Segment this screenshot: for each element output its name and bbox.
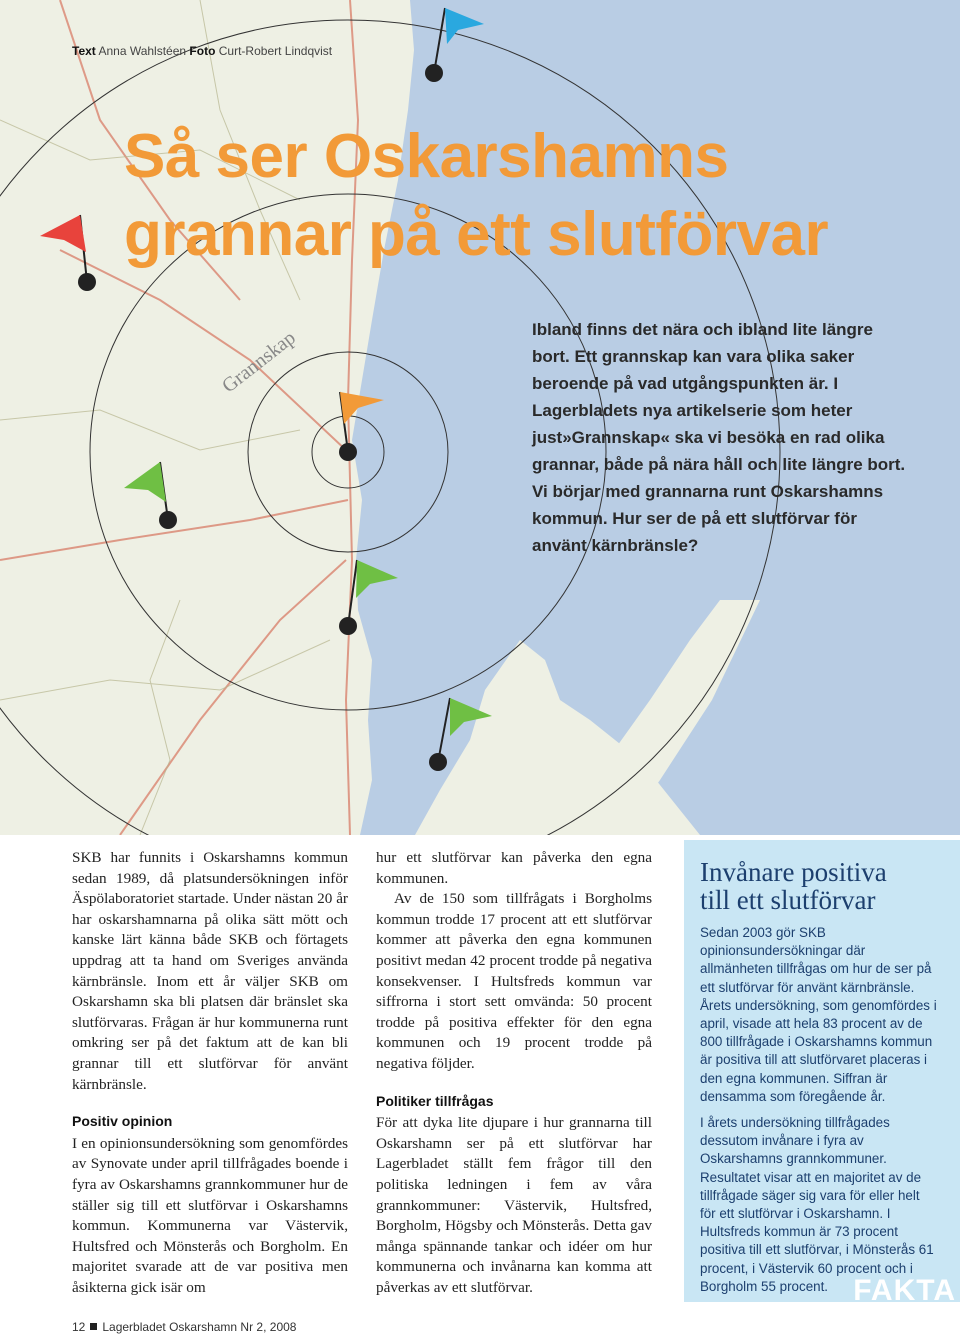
col2-paragraph-2: Av de 150 som tillfrågats i Borgholms kommun trodde 17 procent att ett slutförvar kommer att påverka den egna kommunen positivt medan 42 procent trodde på negativa konsekvenser. I Hultsfreds kommun var siffrorna i stort sett omvända: 50 procent trodde på positiva effekter för den egna kommunen och 19 procent trodde på negativa följder. [376,890,652,1072]
fakta-paragraph-1: Sedan 2003 gör SKB opinionsundersökningar där allmänheten tillfrågas om hur de ser på ett slutförvar för använt kärnbränsle. Årets undersökning, som genomfördes i april, visade att hela 83 procent av de 800 tillfrågade i Oskarshamns kommun är positiva till att slutförvaret placeras i den egna kommunen. Siffran är densamma som föregående år. [700,925,937,1104]
fakta-box [684,840,960,1302]
col2-paragraph-1: hur ett slutförvar kan påverka den egna kommunen. [376,849,652,887]
col1-paragraph-2: I en opinionsundersökning som genomfördes av Synovate under april tillfrågades boende i fyra av Oskarshamns grannkommuner hur de ställer sig till ett slutförvar i Oskarshamns kommun. Kommunerna var Västervik, Hultsfred och Mönsterås och Borgholm. En majoritet svarade att de var positiva men åsikterna gick isär om [72,1134,348,1296]
fakta-title-line1: Invånare positiva [700,857,887,887]
col1-paragraph-1: SKB har funnits i Oskarshamns kommun sedan 1989, då platsundersökningen inför Äspölaboratoriet startade. Under nästan 20 år har oskarshamnarna på olika sätt mött och kanske lärt känna både SKB och förtagets uppdrag att ta hand om Sveriges använda kärnbränsle. Inom ett år väljer SKB om Oskarshamn ska bli platsen där bränslet ska slutförvaras. Frågan är hur kommunerna runt omkring ser på det faktum att de kan bli grannar till ett slutförvar för använt kärnbränsle. [72,849,348,1093]
credits-photo-label: Foto [189,44,216,58]
body-column-1 [72,848,348,1298]
credits-text-author: Anna Wahlstéen [98,44,187,58]
square-bullet-icon [90,1323,97,1330]
col2-heading: Politiker tillfrågas [376,1092,494,1109]
headline-line2: grannar på ett slutförvar [124,200,829,269]
ring-label: Grannskap [218,326,300,398]
fakta-tag: FAKTA [853,1274,956,1302]
headline [124,118,828,274]
credits-text-label: Text [72,44,96,58]
page-footer [72,1320,296,1334]
body-column-2 [376,848,652,1298]
col2-paragraph-3: För att dyka lite djupare i hur grannarna till Oskarshamn ser på ett slutförvar har Lagerbladet ställt fem frågor till den politiska ledningen i fem av våra grannkommuner: Västervik, Hultsfred, Borgholm, Högsby och Mönsterås. Detta gav många spännande tankar och idéer om hur kommunerna och invånarna kan komma att påverkas av ett slutförvar. [376,1114,652,1296]
publication-name: Lagerbladet Oskarshamn Nr 2, 2008 [102,1320,297,1334]
headline-line1: Så ser Oskarshamns [124,122,729,191]
intro-text: Ibland finns det nära och ibland lite längre bort. Ett grannskap kan vara olika saker beroende på vad utgångspunkten är. I Lagerbladets nya artikelserie som heter just»Grannskap« ska vi besöka en rad olika grannar, både på nära håll och lite längre bort. Vi börjar med grannarna runt Oskarshamns kommun. Hur ser de på ett slutförvar för använt kärnbränsle? [532,320,906,555]
page-number: 12 [72,1320,86,1334]
col1-heading: Positiv opinion [72,1113,173,1130]
credits [72,44,332,58]
fakta-title-line2: till ett slutförvar [700,885,876,915]
fakta-paragraph-2: I årets undersökning tillfrågades dessutom invånare i fyra av Oskarshamns grannkommuner. Resultatet visar att en majoritet av de tillfrågade säger sig vara för eller helt för ett slutförvar i Oskarshamn. I Hultsfreds kommun är 73 procent positiva till ett slutförvar, i Mönsterås 61 procent, i Västervik 60 procent och i Borgholm 55 procent. [700,1115,934,1294]
fakta-title [700,858,960,914]
credits-photo-author: Curt-Robert Lindqvist [218,44,333,58]
